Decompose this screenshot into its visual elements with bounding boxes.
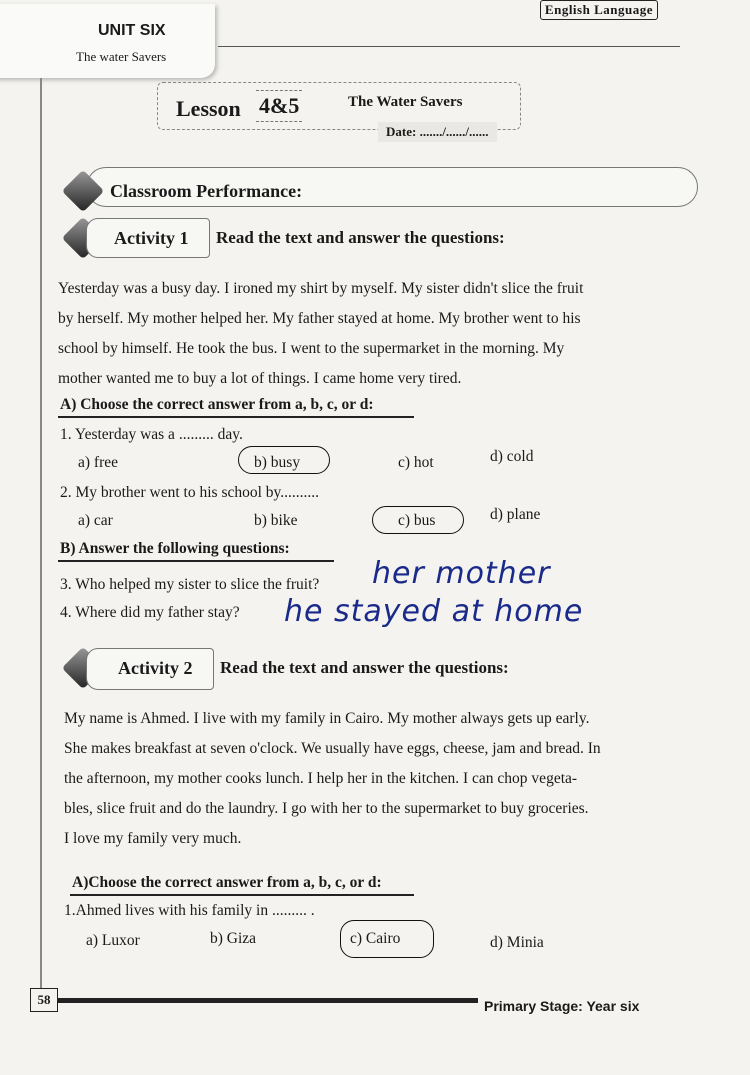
brand-label: English Language <box>540 0 658 20</box>
question-3: 3. Who helped my sister to slice the fruit? <box>60 576 320 593</box>
passage-line: She makes breakfast at seven o'clock. We usually have eggs, cheese, jam and bread. In <box>64 740 601 757</box>
q1-option-c: c) hot <box>398 454 434 471</box>
a2-q1-option-a: a) Luxor <box>86 932 140 949</box>
activity1-label: Activity 1 <box>114 228 189 248</box>
heading-underline <box>58 560 334 562</box>
q2-option-a: a) car <box>78 512 113 529</box>
activity1-passage <box>58 274 668 394</box>
question-1: 1. Yesterday was a ......... day. <box>60 426 243 443</box>
q1-option-d: d) cold <box>490 448 534 465</box>
q1-option-b: b) busy <box>254 454 301 471</box>
q1-option-a: a) free <box>78 454 118 471</box>
activity1-partA-heading: A) Choose the correct answer from a, b, c, or d: <box>60 396 374 413</box>
passage-line: school by himself. He took the bus. I went to the supermarket in the morning. My <box>58 340 565 357</box>
page-number: 58 <box>30 988 58 1012</box>
activity1-instruction: Read the text and answer the questions: <box>216 228 505 247</box>
passage-line: by herself. My mother helped her. My father stayed at home. My brother went to his <box>58 310 581 327</box>
q2-option-c: c) bus <box>398 512 436 529</box>
lesson-name: The Water Savers <box>348 94 463 110</box>
header-divider <box>218 46 680 47</box>
handwritten-answer-3: her mother <box>372 556 551 591</box>
lesson-label: Lesson <box>176 96 241 121</box>
footer-stage: Primary Stage: Year six <box>484 998 640 1014</box>
lesson-number: 4&5 <box>256 90 302 122</box>
unit-title: UNIT SIX <box>98 22 166 39</box>
activity2-partA-heading: A)Choose the correct answer from a, b, c, or d: <box>72 874 382 891</box>
activity2-question-1: 1.Ahmed lives with his family in ......... . <box>64 902 315 919</box>
q2-option-d: d) plane <box>490 506 541 523</box>
a2-q1-option-b: b) Giza <box>210 930 257 947</box>
passage-line: the afternoon, my mother cooks lunch. I help her in the kitchen. I can chop vegeta- <box>64 770 578 787</box>
date-field: Date: ......./....../...... <box>378 122 497 142</box>
unit-header-box <box>0 4 215 78</box>
a2-q1-option-c: c) Cairo <box>350 930 401 947</box>
question-2: 2. My brother went to his school by.......... <box>60 484 320 501</box>
activity1-partB-heading: B) Answer the following questions: <box>60 540 290 557</box>
passage-line: My name is Ahmed. I live with my family in Cairo. My mother always gets up early. <box>64 710 590 727</box>
handwritten-answer-4: he stayed at home <box>284 594 584 629</box>
passage-line: Yesterday was a busy day. I ironed my shirt by myself. My sister didn't slice the fruit <box>58 280 584 297</box>
question-4: 4. Where did my father stay? <box>60 604 240 621</box>
activity2-label: Activity 2 <box>118 658 193 678</box>
activity2-instruction: Read the text and answer the questions: <box>220 658 509 677</box>
heading-underline <box>70 894 414 896</box>
q2-option-b: b) bike <box>254 512 298 529</box>
a2-q1-option-d: d) Minia <box>490 934 544 951</box>
passage-line: bles, slice fruit and do the laundry. I go with her to the supermarket to buy groceries. <box>64 800 589 817</box>
page-margin-line <box>40 78 42 998</box>
passage-line: mother wanted me to buy a lot of things. I came home very tired. <box>58 370 462 387</box>
heading-underline <box>58 416 414 418</box>
unit-subtitle: The water Savers <box>76 49 167 64</box>
footer-bar <box>38 998 478 1003</box>
activity2-passage <box>64 704 674 854</box>
passage-line: I love my family very much. <box>64 830 242 847</box>
section-title: Classroom Performance: <box>110 181 303 201</box>
